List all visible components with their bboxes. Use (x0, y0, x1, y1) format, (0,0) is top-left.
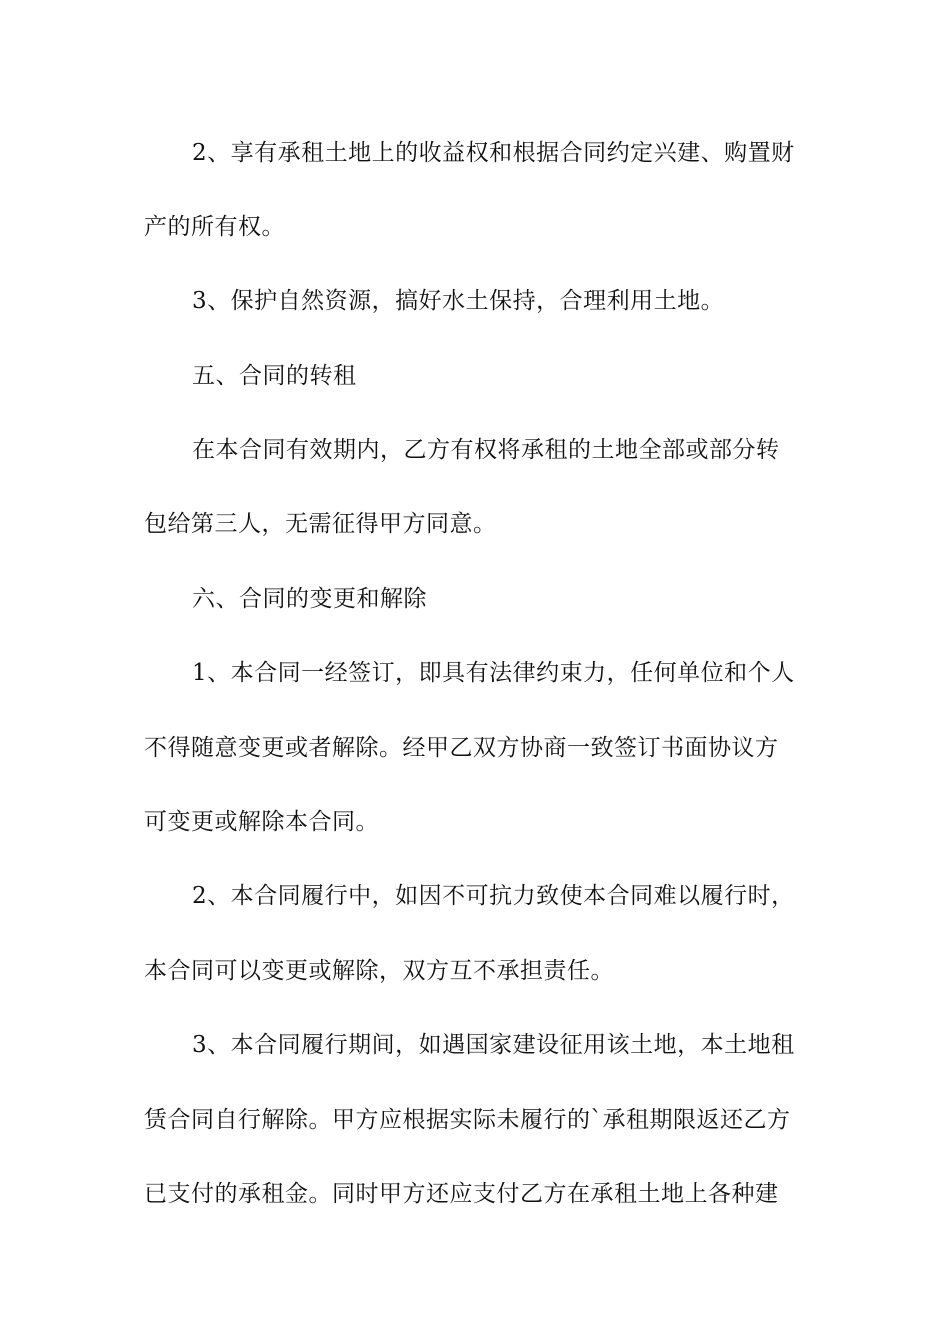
paragraph-line: 2、本合同履行中，如因不可抗力致使本合同难以履行时， (192, 883, 795, 909)
paragraph-line: 已支付的承租金。同时甲方还应支付乙方在承租土地上各种建 (144, 1181, 779, 1207)
paragraph-line: 不得随意变更或者解除。经甲乙双方协商一致签订书面协议方 (144, 735, 779, 761)
paragraph-line: 可变更或解除本合同。 (144, 809, 379, 835)
paragraph-line: 包给第三人，无需征得甲方同意。 (144, 511, 497, 537)
section-heading: 六、合同的变更和解除 (192, 586, 427, 612)
paragraph-line: 1、本合同一经签订，即具有法律约束力，任何单位和个人 (192, 660, 795, 686)
paragraph-line: 产的所有权。 (144, 214, 285, 240)
section-heading: 五、合同的转租 (192, 363, 357, 389)
paragraph-line: 本合同可以变更或解除，双方互不承担责任。 (144, 958, 614, 984)
paragraph-line: 在本合同有效期内，乙方有权将承租的土地全部或部分转 (192, 437, 780, 463)
paragraph-line: 3、保护自然资源，搞好水土保持，合理利用土地。 (192, 288, 725, 314)
paragraph-line: 3、本合同履行期间，如遇国家建设征用该土地，本土地租 (192, 1032, 795, 1058)
paragraph-line: 2、享有承租土地上的收益权和根据合同约定兴建、购置财 (192, 140, 795, 166)
paragraph-line: 赁合同自行解除。甲方应根据实际未履行的`承租期限返还乙方 (144, 1107, 791, 1133)
